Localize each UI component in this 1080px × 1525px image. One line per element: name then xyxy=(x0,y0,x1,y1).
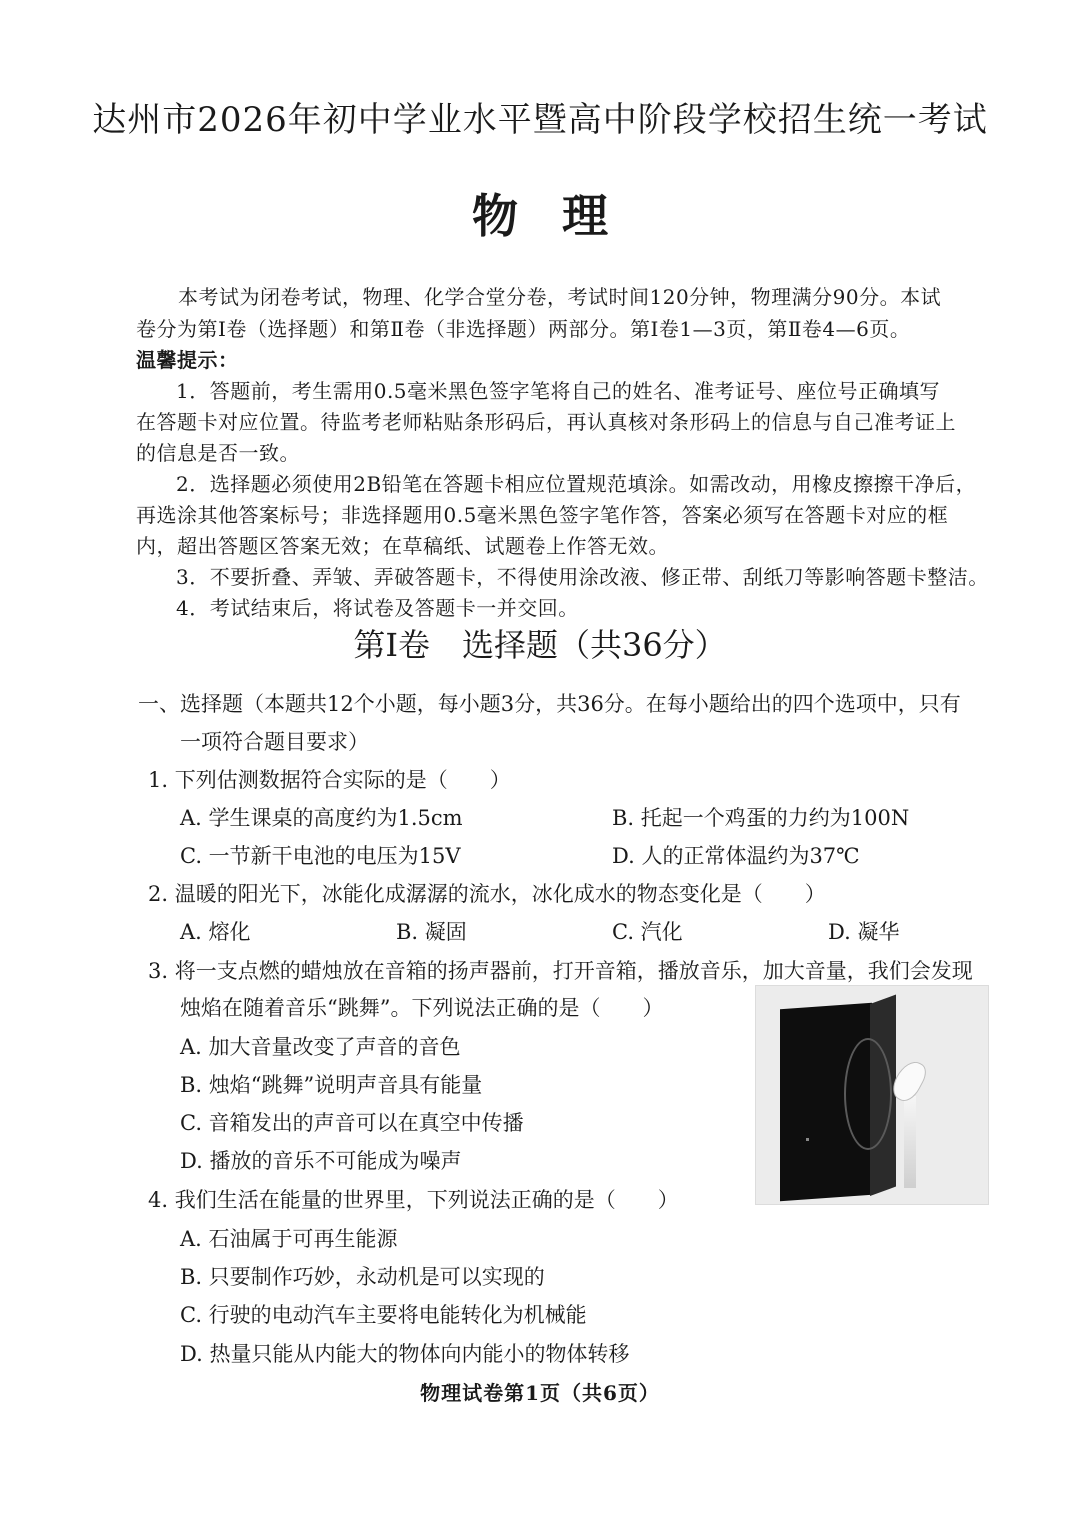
part-heading: 一、选择题（本题共12个小题，每小题3分，共36分。在每小题给出的四个选项中，只有 xyxy=(138,692,961,716)
speaker-cone xyxy=(844,1038,892,1150)
tip-line: 在答题卡对应位置。待监考老师粘贴条形码后，再认真核对条形码上的信息与自己准考证上 xyxy=(136,410,956,434)
tips-heading: 温馨提示： xyxy=(136,348,239,372)
option-b: B. 凝固 xyxy=(396,920,467,944)
option-d: D. 热量只能从内能大的物体向内能小的物体转移 xyxy=(180,1342,630,1366)
option-a: A. 学生课桌的高度约为1.5cm xyxy=(180,806,463,830)
option-a: A. 熔化 xyxy=(180,920,251,944)
option-c: C. 汽化 xyxy=(612,920,683,944)
option-c: C. 行驶的电动汽车主要将电能转化为机械能 xyxy=(180,1303,587,1327)
question-stem: 2. 温暖的阳光下，冰能化成潺潺的流水，冰化成水的物态变化是（ ） xyxy=(148,882,826,906)
tip-line: 4．考试结束后，将试卷及答题卡一并交回。 xyxy=(176,596,579,620)
question-stem: 烛焰在随着音乐“跳舞”。下列说法正确的是（ ） xyxy=(180,996,664,1020)
option-b: B. 烛焰“跳舞”说明声音具有能量 xyxy=(180,1073,483,1097)
tip-line: 2．选择题必须使用2B铅笔在答题卡相应位置规范填涂。如需改动，用橡皮擦擦干净后， xyxy=(176,472,977,496)
option-d: D. 人的正常体温约为37℃ xyxy=(612,844,860,868)
question-stem: 3. 将一支点燃的蜡烛放在音箱的扬声器前，打开音箱，播放音乐，加大音量，我们会发现 xyxy=(148,959,973,983)
tip-line: 再选涂其他答案标号；非选择题用0.5毫米黑色签字笔作答，答案必须写在答题卡对应的框 xyxy=(136,503,949,527)
subject-title: 物理 xyxy=(472,189,652,243)
part-heading: 一项符合题目要求） xyxy=(180,730,369,754)
tip-line: 的信息是否一致。 xyxy=(136,441,300,465)
option-a: A. 加大音量改变了声音的音色 xyxy=(180,1035,461,1059)
section-title: 第Ⅰ卷 选择题（共36分） xyxy=(353,626,727,664)
intro-line: 卷分为第Ⅰ卷（选择题）和第Ⅱ卷（非选择题）两部分。第Ⅰ卷1—3页，第Ⅱ卷4—6页。 xyxy=(136,317,911,341)
option-b: B. 只要制作巧妙，永动机是可以实现的 xyxy=(180,1265,545,1289)
intro-line: 本考试为闭卷考试，物理、化学合堂分卷，考试时间120分钟，物理满分90分。本试 xyxy=(178,285,942,309)
option-c: C. 音箱发出的声音可以在真空中传播 xyxy=(180,1111,524,1135)
option-a: A. 石油属于可再生能源 xyxy=(180,1227,398,1251)
candle xyxy=(904,1096,916,1188)
page-footer: 物理试卷第1页（共6页） xyxy=(420,1381,660,1405)
tip-line: 3．不要折叠、弄皱、弄破答题卡，不得使用涂改液、修正带、刮纸刀等影响答题卡整洁。 xyxy=(176,565,989,589)
option-d: D. 凝华 xyxy=(828,920,900,944)
option-c: C. 一节新干电池的电压为15V xyxy=(180,844,461,868)
speaker-indicator xyxy=(806,1138,809,1141)
option-d: D. 播放的音乐不可能成为噪声 xyxy=(180,1149,462,1173)
tip-line: 1．答题前，考生需用0.5毫米黑色签字笔将自己的姓名、准考证号、座位号正确填写 xyxy=(176,379,941,403)
question-stem: 4. 我们生活在能量的世界里，下列说法正确的是（ ） xyxy=(148,1188,679,1212)
option-b: B. 托起一个鸡蛋的力约为100N xyxy=(612,806,910,830)
question-stem: 1. 下列估测数据符合实际的是（ ） xyxy=(148,768,511,792)
tip-line: 内，超出答题区答案无效；在草稿纸、试题卷上作答无效。 xyxy=(136,534,669,558)
speaker-candle-photo xyxy=(755,985,989,1205)
exam-title: 达州市2026年初中学业水平暨高中阶段学校招生统一考试 xyxy=(92,100,988,140)
